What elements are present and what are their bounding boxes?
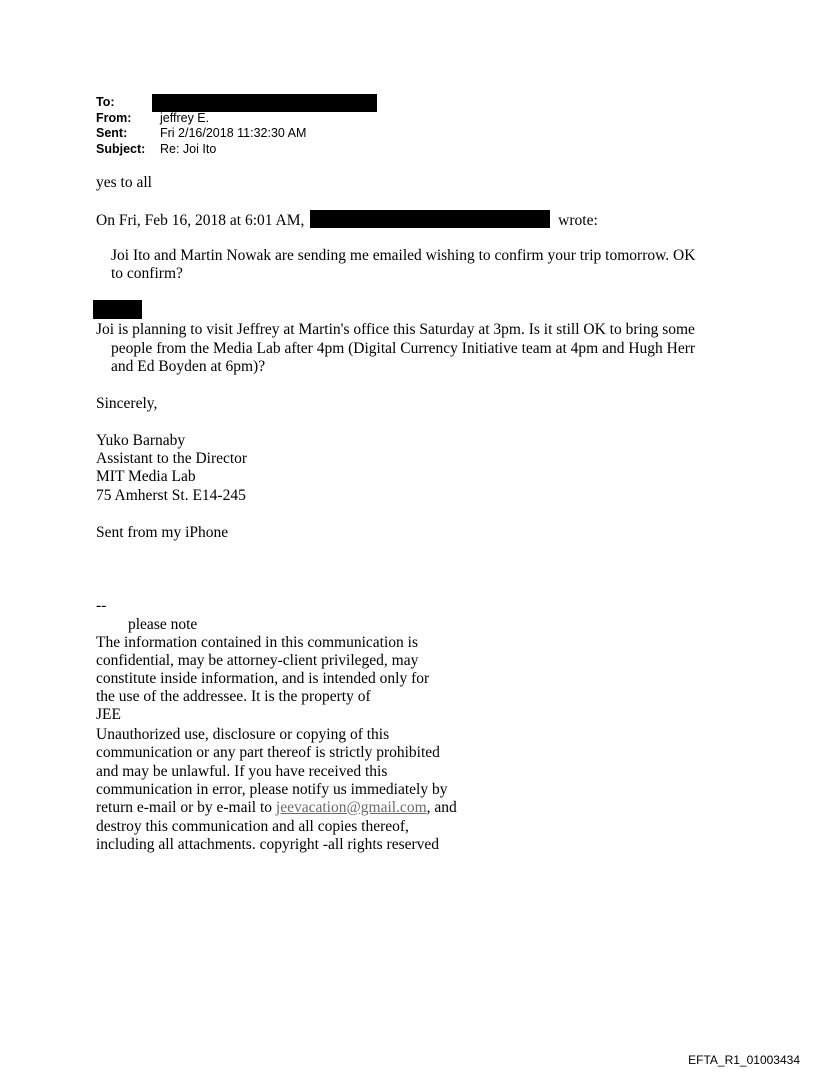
from-row (96, 111, 377, 127)
redaction-bar (310, 210, 550, 228)
subject-row (96, 142, 377, 158)
from-label: From: (96, 110, 132, 125)
redaction-bar (152, 94, 377, 112)
sent-label: Sent: (96, 126, 128, 140)
sent-row (96, 126, 377, 142)
quoted-line-1: Joi Ito and Martin Nowak are sending me emailed wishing to confirm your trip tomorrow. OK (111, 247, 696, 264)
disclaimer-line: constitute inside information, and is intended only for (96, 670, 430, 687)
disclaimer-line: JEE (96, 706, 121, 723)
return-prefix: return e-mail or by e-mail to (96, 799, 276, 816)
disclaimer-line: communication or any part thereof is strictly prohibited (96, 744, 440, 761)
disclaimer-email-line (96, 799, 457, 818)
reply-text: yes to all (96, 174, 152, 191)
disclaimer-note: please note (128, 616, 198, 633)
document-id: EFTA_R1_01003434 (688, 1053, 800, 1067)
closing: Sincerely, (96, 395, 158, 412)
paragraph-line-2: people from the Media Lab after 4pm (Digital Currency Initiative team at 4pm and Hugh Herr (111, 340, 696, 357)
quote-intro (96, 210, 598, 231)
subject-label: Subject: (96, 141, 146, 156)
signature-org: MIT Media Lab (96, 468, 196, 485)
redaction-bar (93, 300, 142, 319)
disclaimer-line: the use of the addressee. It is the property of (96, 688, 371, 705)
email-link[interactable]: jeevacation@gmail.com (275, 799, 427, 816)
sent-from-iphone: Sent from my iPhone (96, 524, 229, 541)
disclaimer-line: The information contained in this communication is (96, 634, 418, 651)
signature-title: Assistant to the Director (96, 450, 248, 467)
from-value: jeffrey E. (160, 110, 210, 125)
to-label: To: (96, 95, 115, 109)
paragraph-line-1: Joi is planning to visit Jeffrey at Martin's office this Saturday at 3pm. Is it still OK to bring some (96, 321, 695, 338)
disclaimer-line: and may be unlawful. If you have received this (96, 763, 388, 780)
disclaimer-line: communication in error, please notify us immediately by (96, 781, 448, 798)
signature-name: Yuko Barnaby (96, 432, 186, 449)
signature-address: 75 Amherst St. E14-245 (96, 487, 246, 504)
disclaimer-line: confidential, may be attorney-client privileged, may (96, 652, 419, 669)
email-header (96, 95, 377, 157)
quote-intro-prefix: On Fri, Feb 16, 2018 at 6:01 AM, (96, 212, 305, 229)
disclaimer-line: including all attachments. copyright -all rights reserved (96, 836, 440, 853)
return-suffix: , and (426, 799, 457, 816)
to-row (96, 95, 377, 111)
disclaimer-line: destroy this communication and all copies thereof, (96, 818, 409, 835)
subject-value: Re: Joi Ito (160, 141, 217, 156)
sent-value: Fri 2/16/2018 11:32:30 AM (160, 126, 307, 140)
quote-intro-suffix: wrote: (558, 212, 598, 229)
quoted-line-2: to confirm? (111, 265, 183, 282)
disclaimer-line: Unauthorized use, disclosure or copying of this (96, 726, 390, 743)
separator: -- (96, 597, 107, 614)
paragraph-line-3: and Ed Boyden at 6pm)? (111, 358, 266, 375)
